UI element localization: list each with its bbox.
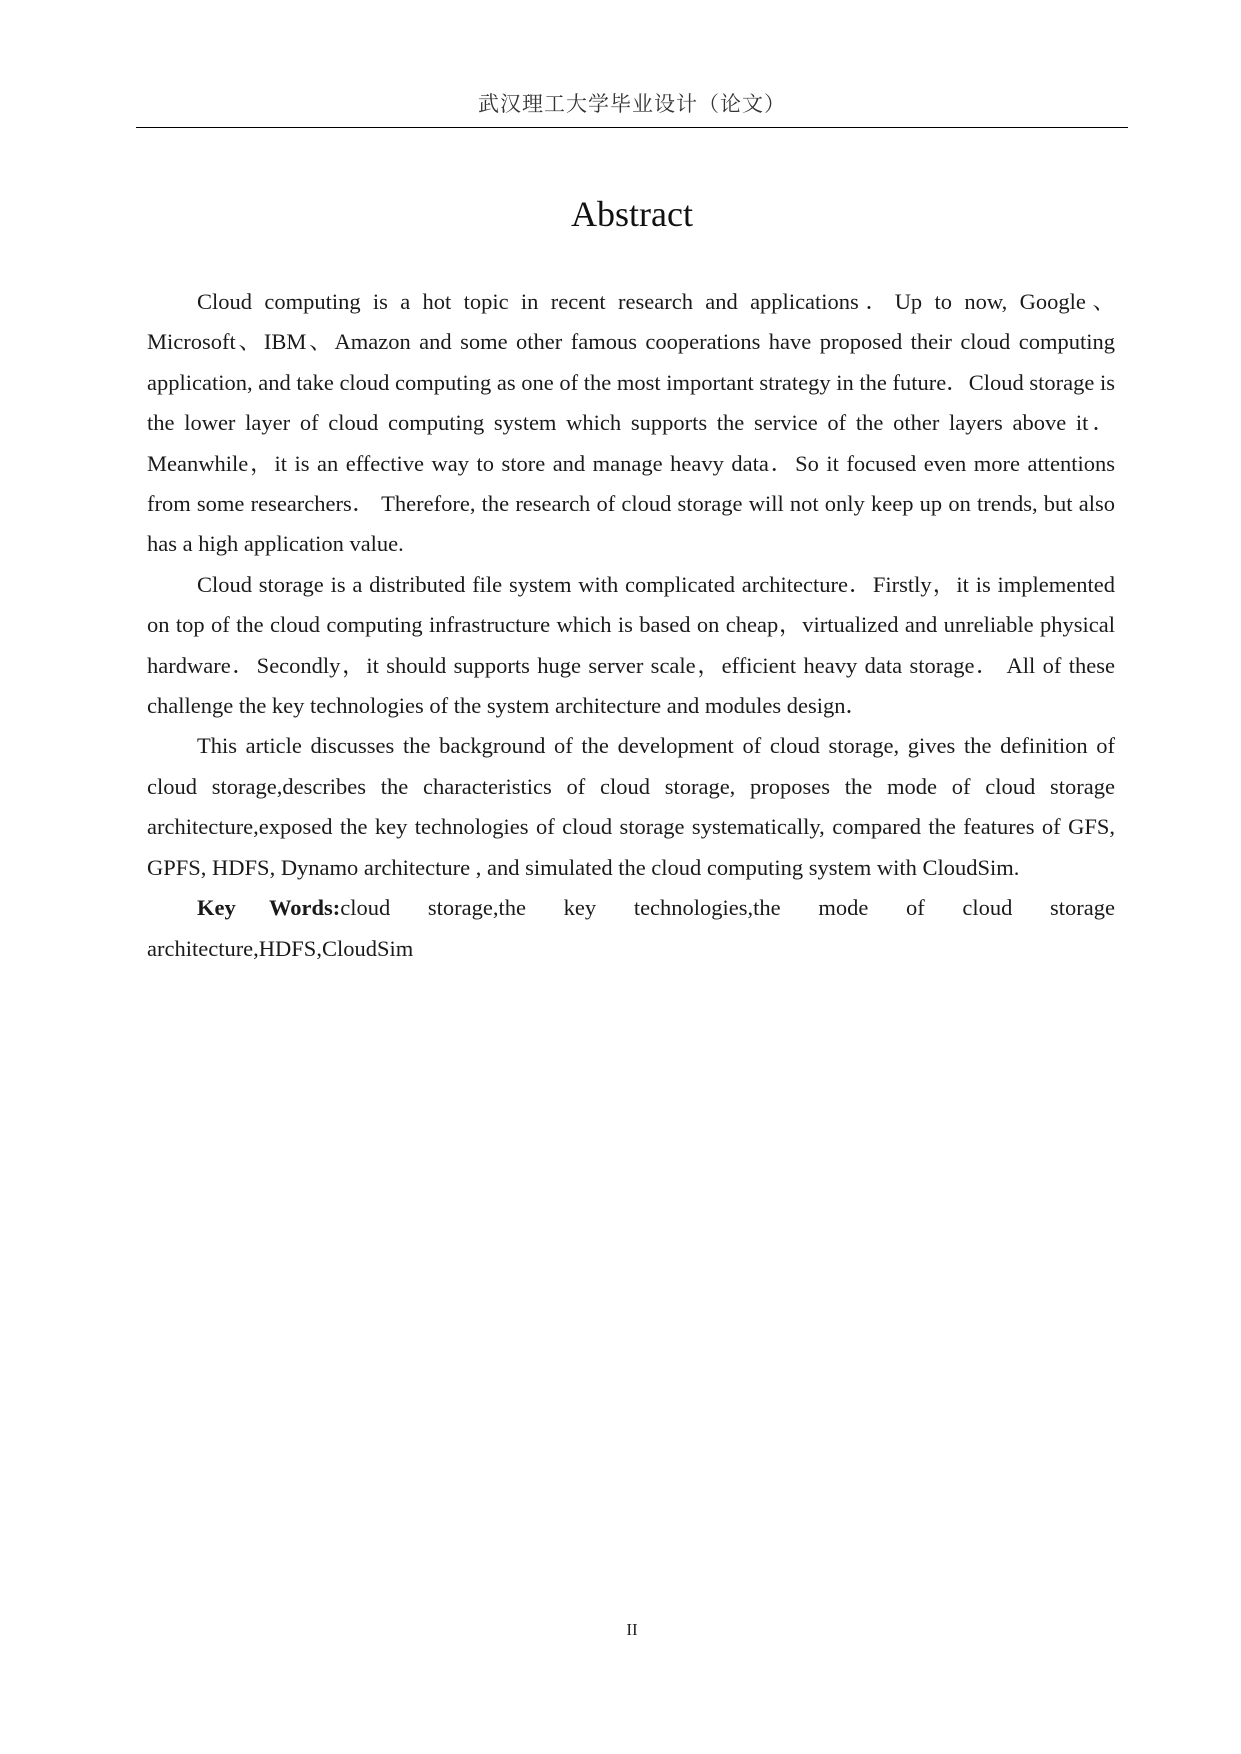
abstract-paragraph-2: Cloud storage is a distributed file system with complicated architecture．Firstly，it is implemented on top of the cloud computing infrastructure which is based on cheap，virtualized and unreliable physical hardware．Secondly，it should supports huge server scale，efficient heavy data storage． All of these challenge the key technologies of the system architecture and modules design． bbox=[147, 571, 1115, 719]
keywords-label: Key Words: bbox=[197, 895, 341, 921]
header-divider bbox=[136, 127, 1128, 128]
abstract-paragraph-3: This article discusses the background of the development of cloud storage, gives the definition of cloud storage,describes the characteristics of cloud storage, proposes the mode of cloud storage architecture,exposed the key technologies of cloud storage systematically, compared the features of GFS, GPFS, HDFS, Dynamo architecture , and simulated the cloud computing system with CloudSim. bbox=[147, 733, 1115, 880]
abstract-heading: Abstract bbox=[571, 194, 693, 234]
page-header-title: 武汉理工大学毕业设计（论文） bbox=[478, 92, 786, 116]
page-number: II bbox=[626, 1620, 638, 1639]
abstract-paragraph-1: Cloud computing is a hot topic in recent research and applications．Up to now, Google、Microsoft、IBM、Amazon and some other famous cooperations have proposed their cloud computing application, and take cloud computing as one of the most important strategy in the future．Cloud storage is the lower layer of cloud computing system which supports the service of the other layers above it．Meanwhile，it is an effective way to store and manage heavy data．So it focused even more attentions from some researchers． Therefore, the research of cloud storage will not only keep up on trends, but also has a high application value. bbox=[147, 289, 1115, 557]
abstract-body bbox=[147, 282, 1115, 969]
keywords-paragraph bbox=[147, 888, 1115, 969]
keywords-text: cloud storage,the key technologies,the mode of cloud storage architecture,HDFS,CloudSim bbox=[147, 895, 1115, 961]
